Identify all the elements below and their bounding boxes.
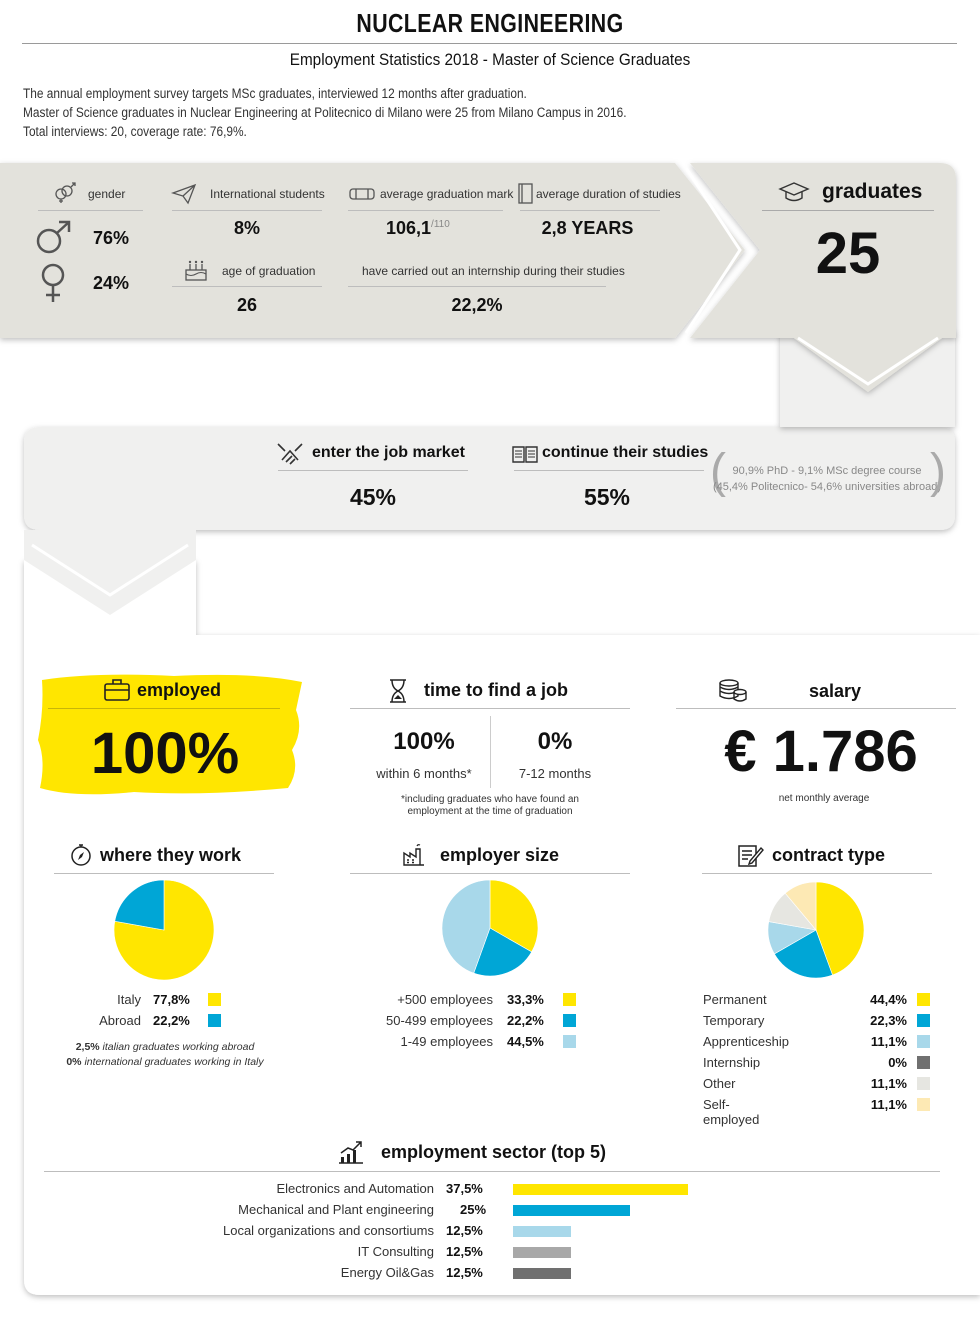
employer-pie-chart [442, 880, 538, 976]
bar-label: IT Consulting [357, 1244, 434, 1259]
graduation-cap-icon [778, 180, 810, 204]
where-note-text: international graduates working in Italy [84, 1056, 264, 1068]
time-note-line: *including graduates who have found an [401, 794, 579, 805]
bar-value: 12,5% [446, 1223, 483, 1238]
where-note-value: 0% [66, 1056, 82, 1068]
duration-label: average duration of studies [536, 187, 681, 201]
sector-label: employment sector (top 5) [381, 1142, 607, 1162]
intro-line: Master of Science graduates in Nuclear Engineering at Politecnico di Milano were 25 from Milano Campus in 2016. [23, 105, 627, 120]
contract-icon [738, 843, 764, 867]
mark-number: 106,1 [386, 218, 432, 238]
employed-label: employed [137, 680, 222, 700]
legend-swatch [917, 1056, 930, 1069]
legend-value: 44,4% [870, 992, 907, 1007]
legend-label: Apprenticeship [703, 1034, 789, 1049]
legend-label: Internship [703, 1055, 761, 1070]
factory-icon [402, 843, 426, 867]
salary-label: salary [808, 681, 862, 701]
studies-note [712, 463, 942, 495]
legend-label: Abroad [99, 1013, 141, 1028]
open-book-icon [512, 444, 538, 464]
7-12-value: 0% [537, 728, 573, 755]
legend-swatch [563, 1035, 576, 1048]
book-icon [518, 183, 534, 205]
7-12-label: 7-12 months [518, 766, 592, 781]
diploma-icon [348, 187, 376, 201]
bar-value: 12,5% [446, 1244, 483, 1259]
time-note-line: employment at the time of graduation [407, 806, 573, 817]
bar-value: 37,5% [446, 1181, 483, 1196]
intro-line: The annual employment survey targets MSc graduates, interviewed 12 months after graduation. [23, 86, 527, 101]
legend-swatch [563, 1014, 576, 1027]
sector-bar [513, 1247, 571, 1258]
legend-label: Other [703, 1076, 736, 1091]
legend-value: 22,2% [153, 1013, 190, 1028]
where-note [20, 1040, 310, 1070]
bar-label: Electronics and Automation [276, 1181, 434, 1196]
graduates-value: 25 [815, 221, 881, 286]
within-6-value: 100% [393, 728, 455, 755]
legend-value: 33,3% [507, 992, 544, 1007]
legend-value: 22,3% [870, 1013, 907, 1028]
time-note [350, 794, 630, 818]
where-pie-chart [114, 880, 214, 980]
legend-value: 77,8% [153, 992, 190, 1007]
where-label: where they work [100, 845, 242, 865]
graduates-label: graduates [822, 180, 923, 203]
where-note-line [20, 1040, 310, 1055]
legend-swatch [917, 1014, 930, 1027]
employer-label: employer size [440, 845, 560, 865]
legend-value: 11,1% [870, 1034, 907, 1049]
legend-swatch [563, 993, 576, 1006]
mark-label: average graduation mark [380, 187, 514, 201]
pie-slice-abroad [115, 880, 164, 930]
legend-swatch [917, 1035, 930, 1048]
age-label: age of graduation [222, 264, 316, 278]
job-market-label: enter the job market [312, 444, 465, 461]
gender-label: gender [88, 187, 126, 201]
legend-value: 44,5% [507, 1034, 544, 1049]
where-note-text: italian graduates working abroad [102, 1041, 255, 1053]
coins-icon [718, 678, 748, 704]
legend-label: Self-employed [703, 1097, 760, 1127]
age-value: 26 [236, 295, 258, 315]
gender-icon [52, 182, 78, 204]
female-value: 24% [93, 273, 130, 293]
mark-value [386, 218, 450, 239]
legend-label: Permanent [703, 992, 767, 1007]
legend-swatch [208, 993, 221, 1006]
cake-icon [184, 258, 208, 282]
continue-studies-value: 55% [583, 484, 631, 510]
internship-value: 22,2% [451, 295, 503, 315]
salary-value: € 1.786 [724, 719, 918, 784]
salary-note: net monthly average [778, 793, 870, 804]
studies-note-bracket-right: ) [930, 445, 946, 498]
bar-label: Energy Oil&Gas [340, 1265, 434, 1280]
legend-label: Temporary [703, 1013, 765, 1028]
legend-swatch [917, 993, 930, 1006]
bar-label: Mechanical and Plant engineering [238, 1202, 434, 1217]
male-value: 76% [93, 228, 130, 248]
bar-label: Local organizations and consortiums [222, 1223, 434, 1238]
handshake-icon [276, 440, 304, 466]
compass-icon [70, 844, 92, 866]
legend-value: 11,1% [870, 1097, 907, 1112]
intl-label: International students [210, 187, 325, 201]
continue-studies-label: continue their studies [542, 444, 709, 461]
studies-note-line: 90,9% PhD - 9,1% MSc degree course [732, 465, 922, 477]
sector-bar [513, 1268, 571, 1279]
intl-value: 8% [233, 218, 260, 238]
hourglass-icon [388, 679, 408, 703]
intro-line: Total interviews: 20, coverage rate: 76,9%. [23, 124, 247, 139]
where-note-value: 2,5% [75, 1041, 100, 1053]
studies-note-line: (45,4% Politecnico- 54,6% universities abroad) [712, 481, 942, 493]
sector-bar [513, 1184, 688, 1195]
where-note-line [20, 1055, 310, 1070]
growth-chart-icon [338, 1140, 364, 1164]
bar-value: 12,5% [446, 1265, 483, 1280]
legend-label: 1-49 employees [400, 1034, 493, 1049]
legend-label: 50-499 employees [386, 1013, 493, 1028]
duration-value: 2,8 YEARS [541, 218, 634, 238]
contract-pie-chart [768, 882, 864, 978]
within-6-label: within 6 months* [376, 766, 472, 781]
employed-value: 100% [90, 721, 240, 786]
time-to-job-label: time to find a job [424, 680, 568, 700]
legend-swatch [208, 1014, 221, 1027]
legend-label: Italy [117, 992, 141, 1007]
briefcase-icon [104, 679, 130, 701]
job-market-value: 45% [349, 484, 397, 510]
legend-label: +500 employees [397, 992, 493, 1007]
legend-value: 11,1% [870, 1076, 907, 1091]
studies-note-bracket-left: ( [710, 445, 726, 498]
legend-value: 22,2% [507, 1013, 544, 1028]
contract-label: contract type [772, 845, 886, 865]
page-subtitle: Employment Statistics 2018 - Master of Science Graduates [289, 50, 691, 69]
page-title: NUCLEAR ENGINEERING [356, 8, 624, 38]
mark-suffix: /110 [431, 219, 450, 230]
paper-plane-icon [172, 184, 196, 204]
internship-label: have carried out an internship during their studies [362, 264, 625, 278]
female-icon [38, 262, 68, 304]
legend-swatch [917, 1098, 930, 1111]
sector-bar [513, 1226, 571, 1237]
male-icon [35, 220, 73, 256]
sector-bar [513, 1205, 630, 1216]
legend-swatch [917, 1077, 930, 1090]
legend-value: 0% [888, 1055, 907, 1070]
bar-value: 25% [460, 1202, 487, 1217]
